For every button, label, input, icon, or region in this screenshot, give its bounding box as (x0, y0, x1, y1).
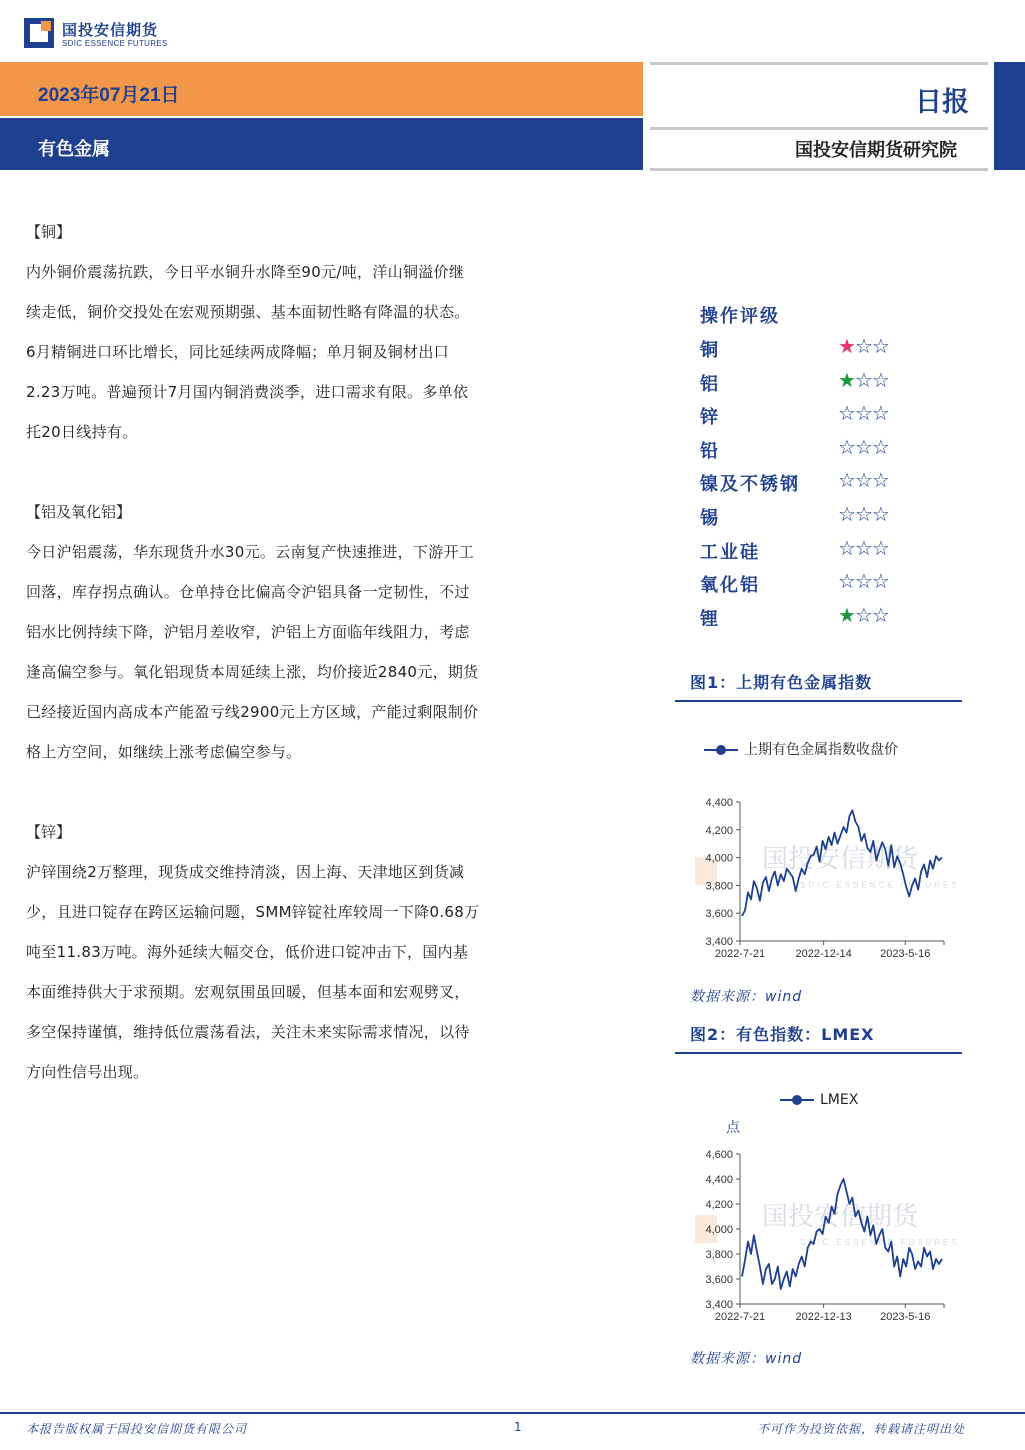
y-tick-label: 4,200 (705, 824, 733, 837)
y-tick-label: 3,600 (705, 908, 733, 921)
section-title: 【锌】 (26, 823, 72, 841)
y-tick-label: 4,000 (705, 852, 733, 865)
figure-2-title: 图2：有色指数：LMEX (690, 1025, 875, 1044)
empty-star-icon: ☆ (854, 334, 872, 358)
text-line: 托20日线持有。 (26, 423, 138, 441)
logo-text-en: SDIC ESSENCE FUTURES (62, 39, 168, 48)
rating-row (700, 602, 960, 635)
rating-stars (838, 334, 889, 358)
x-tick-label: 2023-5-16 (880, 948, 931, 960)
empty-star-icon: ☆ (854, 535, 872, 560)
section-title: 【铜】 (26, 223, 72, 241)
watermark-text: 国投安信期货 (762, 843, 919, 874)
y-tick-label: 4,400 (705, 1174, 733, 1186)
section-aluminium (26, 492, 616, 772)
legend-line-marker (704, 745, 738, 755)
rating-stars (838, 569, 889, 593)
text-line: 2.23万吨。普遍预计7月国内铜消费淡季，进口需求有限。多单依 (26, 383, 469, 401)
rating-metal-name: 工业硅 (700, 541, 760, 563)
rating-metal-name: 镍及不锈钢 (700, 474, 800, 496)
rating-stars (838, 435, 889, 459)
y-tick-label: 3,800 (705, 880, 733, 893)
empty-star-icon: ☆ (838, 502, 855, 526)
rating-row (700, 470, 960, 500)
figure-1-rule (675, 700, 962, 702)
empty-star-icon: ☆ (854, 602, 872, 627)
rating-row (700, 571, 960, 601)
empty-star-icon: ☆ (871, 401, 889, 426)
text-line: 铝水比例持续下降，沪铝月差收窄，沪铝上方面临年线阻力，考虑 (26, 623, 470, 641)
watermark-text: 国投安信期货 (762, 1201, 919, 1231)
figure-2-source: 数据来源：wind (690, 1351, 803, 1367)
figure-1-legend (704, 739, 898, 759)
empty-star-icon: ☆ (854, 401, 872, 426)
figure-2-chart (680, 1140, 970, 1335)
x-tick-label: 2022-7-21 (714, 948, 766, 960)
empty-star-icon: ☆ (838, 468, 855, 493)
y-tick-label: 3,600 (705, 1274, 733, 1286)
rating-row (700, 434, 960, 467)
footer-disclaimer: 不可作为投资依据，转载请注明出处 (757, 1422, 966, 1436)
series-line (742, 1179, 942, 1289)
rating-metal-name: 铝 (700, 373, 720, 395)
rating-title: 操作评级 (700, 306, 780, 327)
rating-stars (838, 468, 889, 492)
empty-star-icon: ☆ (871, 535, 889, 560)
text-line: 内外铜价震荡抗跌，今日平水铜升水降至90元/吨，洋山铜溢价继 (26, 263, 465, 281)
footer-rule (0, 1412, 1025, 1414)
legend-label: 上期有色金属指数收盘价 (744, 742, 898, 758)
filled-star-icon: ★ (838, 367, 855, 392)
figure-2-rule (675, 1052, 962, 1054)
y-tick-label: 4,600 (705, 1149, 733, 1161)
report-sector: 有色金属 (38, 139, 110, 160)
y-tick-label: 3,800 (705, 1249, 733, 1261)
figure-2-legend (780, 1092, 858, 1108)
y-tick-label: 4,000 (705, 1224, 733, 1236)
watermark-subtext: SDIC ESSENCE FUTURES (800, 1238, 960, 1247)
legend-label: LMEX (820, 1092, 859, 1108)
empty-star-icon: ☆ (854, 502, 872, 526)
filled-star-icon: ★ (838, 602, 855, 627)
empty-star-icon: ☆ (854, 434, 872, 459)
empty-star-icon: ☆ (871, 569, 889, 594)
rating-metal-name: 锌 (700, 407, 720, 429)
text-line: 方向性信号出现。 (26, 1063, 149, 1081)
text-line: 本面维持供大于求预期。宏观氛围虽回暖，但基本面和宏观劈叉， (26, 983, 470, 1001)
empty-star-icon: ☆ (854, 468, 872, 493)
y-tick-label: 4,200 (705, 1199, 733, 1211)
commentary (26, 212, 616, 1092)
rating-stars (838, 368, 889, 392)
empty-star-icon: ☆ (838, 569, 855, 594)
rating-metal-name: 锂 (700, 608, 720, 630)
company-logo (24, 18, 174, 52)
rating-row (700, 336, 960, 366)
text-line: 回落，库存拐点确认。仓单持仓比偏高令沪铝具备一定韧性，不过 (26, 583, 470, 601)
header-edge-bar (994, 62, 1025, 170)
filled-star-icon: ★ (838, 334, 855, 358)
figure-2-unit: 点 (726, 1120, 740, 1136)
empty-star-icon: ☆ (871, 602, 889, 627)
page-number: 1 (514, 1420, 522, 1434)
text-line: 逢高偏空参与。氧化铝现货本周延续上涨，均价接近2840元，期货 (26, 663, 479, 681)
x-tick-label: 2022-12-13 (795, 1311, 852, 1323)
section-title: 【铝及氧化铝】 (26, 503, 132, 521)
text-line: 格上方空间，如继续上涨考虑偏空参与。 (26, 743, 302, 761)
report-type: 日报 (915, 87, 969, 118)
watermark-subtext: SDIC ESSENCE FUTURES (800, 880, 960, 890)
rating-row (700, 367, 960, 400)
rating-metal-name: 铅 (700, 440, 720, 462)
text-line: 已经接近国内高成本产能盈亏线2900元上方区域，产能过剩限制价 (26, 703, 479, 721)
text-line: 今日沪铝震荡，华东现货升水30元。云南复产快速推进，下游开工 (26, 543, 475, 561)
empty-star-icon: ☆ (871, 434, 889, 459)
section-copper (26, 212, 616, 452)
rating-stars (838, 502, 889, 526)
x-tick-label: 2022-7-21 (714, 1311, 766, 1323)
rating-metal-name: 氧化铝 (700, 575, 760, 597)
text-line: 6月精铜进口环比增长，同比延续两成降幅；单月铜及铜材出口 (26, 343, 449, 361)
report-date: 2023年07月21日 (38, 85, 180, 106)
text-line: 少，且进口锭存在跨区运输问题，SMM锌锭社库较周一下降0.68万 (26, 903, 480, 921)
rating-row (700, 403, 960, 433)
x-tick-label: 2023-5-16 (880, 1311, 931, 1323)
y-tick-label: 3,400 (705, 936, 733, 948)
footer-copyright: 本报告版权属于国投安信期货有限公司 (26, 1422, 248, 1436)
figure-1-source: 数据来源：wind (690, 989, 803, 1005)
institute-name: 国投安信期货研究院 (795, 140, 957, 161)
rating-row (700, 535, 960, 568)
empty-star-icon: ☆ (838, 401, 855, 426)
figure-1-chart (680, 790, 970, 970)
empty-star-icon: ☆ (871, 367, 889, 392)
rating-metal-name: 锡 (700, 508, 720, 529)
section-zinc (26, 812, 616, 1092)
logo-text-cn: 国投安信期货 (62, 21, 159, 39)
empty-star-icon: ☆ (854, 569, 872, 594)
empty-star-icon: ☆ (871, 468, 889, 493)
rating-stars (838, 401, 889, 425)
text-line: 多空保持谨慎，维持低位震荡看法，关注未来实际需求情况，以待 (26, 1023, 470, 1041)
empty-star-icon: ☆ (871, 334, 889, 358)
empty-star-icon: ☆ (838, 434, 855, 459)
figure-1-title: 图1：上期有色金属指数 (690, 673, 873, 692)
x-tick-label: 2022-12-14 (795, 948, 852, 960)
rating-stars (838, 603, 889, 627)
empty-star-icon: ☆ (854, 367, 872, 392)
y-tick-label: 4,400 (705, 797, 733, 809)
empty-star-icon: ☆ (871, 502, 889, 526)
rating-row (700, 504, 960, 534)
empty-star-icon: ☆ (838, 535, 855, 560)
text-line: 沪锌围绕2万整理，现货成交维持清淡，因上海、天津地区到货减 (26, 863, 465, 881)
y-tick-label: 3,400 (705, 1299, 733, 1311)
legend-line-marker (780, 1095, 814, 1105)
rating-stars (838, 536, 889, 560)
text-line: 续走低，铜价交投处在宏观预期强、基本面韧性略有降温的状态。 (26, 303, 470, 321)
rating-metal-name: 铜 (700, 340, 720, 361)
text-line: 吨至11.83万吨。海外延续大幅交仓，低价进口锭冲击下，国内基 (26, 943, 469, 961)
logo-icon (24, 18, 54, 48)
